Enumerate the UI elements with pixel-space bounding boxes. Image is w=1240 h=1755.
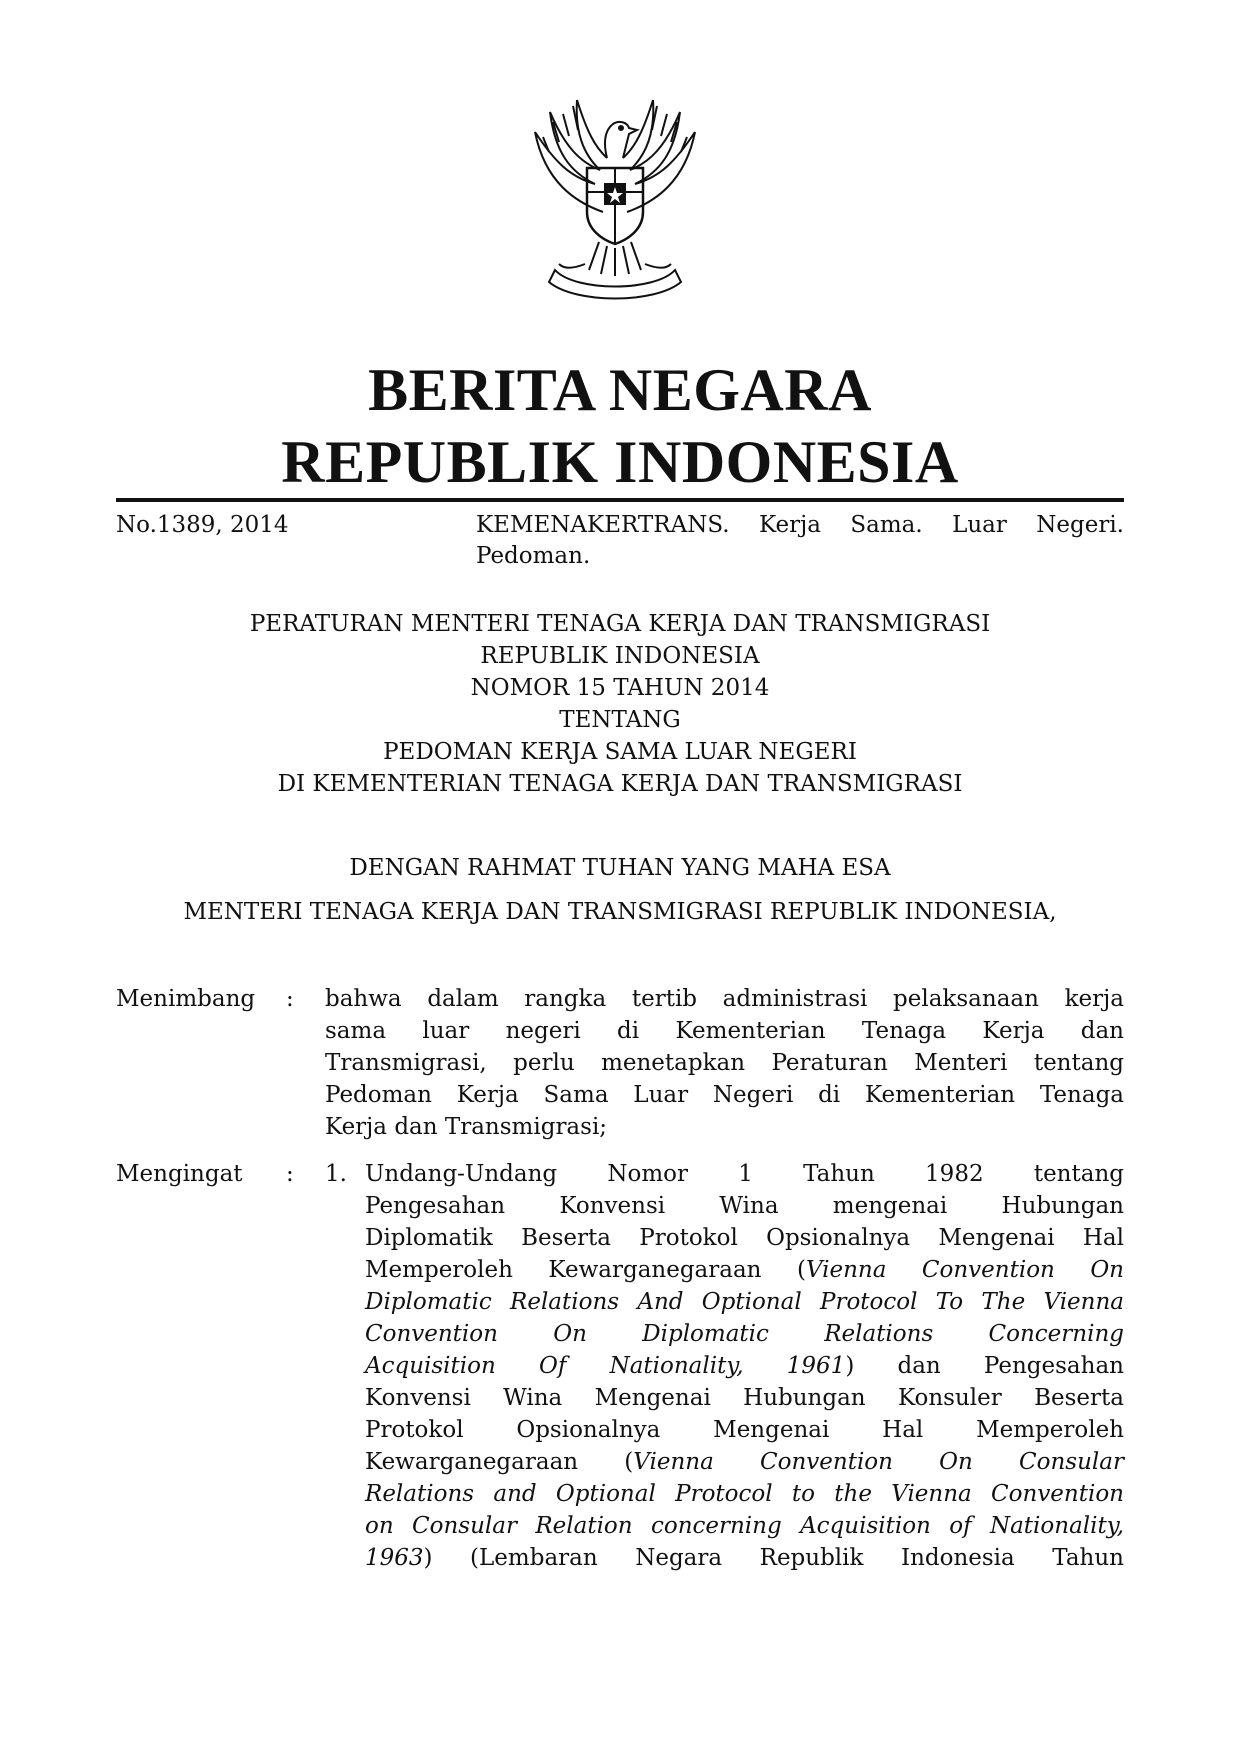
registration-subject-line-2: Pedoman. bbox=[476, 543, 591, 569]
item-line: Diplomatik Beserta Protokol Opsionalnya Mengenai Hal bbox=[365, 1225, 1124, 1251]
item-line-part: Memperoleh Kewarganegaraan ( bbox=[365, 1257, 806, 1283]
mengingat-item-1 bbox=[365, 1158, 1124, 1574]
item-line bbox=[365, 1542, 1124, 1574]
item-line: Pengesahan Konvensi Wina mengenai Hubungan bbox=[365, 1193, 1124, 1219]
item-line-italic: Vienna Convention On Consular bbox=[633, 1449, 1124, 1475]
registration-subject bbox=[476, 510, 1124, 572]
item-line bbox=[365, 1350, 1124, 1382]
paragraph-line: bahwa dalam rangka tertib administrasi pelaksanaan kerja bbox=[325, 986, 1124, 1012]
item-line bbox=[365, 1510, 1124, 1542]
paragraph-line: Kerja dan Transmigrasi; bbox=[325, 1114, 608, 1140]
masthead-rule bbox=[116, 498, 1124, 502]
masthead-line-1: BERITA NEGARA bbox=[368, 357, 872, 423]
item-line-part: ) dan Pengesahan bbox=[845, 1353, 1124, 1379]
regulation-title-line: PEDOMAN KERJA SAMA LUAR NEGERI bbox=[383, 739, 857, 765]
paragraph-line: Transmigrasi, perlu menetapkan Peraturan Menteri tentang bbox=[325, 1050, 1124, 1076]
item-line-italic: Acquisition Of Nationality, 1961 bbox=[365, 1353, 846, 1379]
menimbang-paragraph bbox=[325, 983, 1124, 1143]
paragraph-line: sama luar negeri di Kementerian Tenaga Kerja dan bbox=[325, 1018, 1124, 1044]
regulation-title-line: DI KEMENTERIAN TENAGA KERJA DAN TRANSMIGRASI bbox=[277, 771, 963, 797]
regulation-title-line: TENTANG bbox=[559, 707, 681, 733]
item-line-italic: Diplomatic Relations And Optional Protocol To The Vienna bbox=[365, 1289, 1124, 1315]
registration-subject-line-1: KEMENAKERTRANS. Kerja Sama. Luar Negeri. bbox=[476, 512, 1124, 538]
item-line-part: ) (Lembaran Negara Republik Indonesia Tahun bbox=[423, 1545, 1124, 1571]
menimbang-colon: : bbox=[286, 986, 294, 1012]
item-line-italic: on Consular Relation concerning Acquisition of Nationality, bbox=[365, 1513, 1124, 1539]
masthead-line-2: REPUBLIK INDONESIA bbox=[281, 429, 959, 495]
regulation-title bbox=[116, 608, 1124, 800]
item-line-part: Kewarganegaraan ( bbox=[365, 1449, 634, 1475]
issuer bbox=[116, 896, 1124, 928]
item-line bbox=[365, 1254, 1124, 1286]
regulation-title-line: PERATURAN MENTERI TENAGA KERJA DAN TRANSMIGRASI bbox=[249, 611, 991, 637]
item-line-italic: Relations and Optional Protocol to the Vienna Convention bbox=[365, 1481, 1124, 1507]
regulation-title-line: REPUBLIK INDONESIA bbox=[480, 643, 760, 669]
paragraph-line: Pedoman Kerja Sama Luar Negeri di Kementerian Tenaga bbox=[325, 1082, 1124, 1108]
item-line: Undang-Undang Nomor 1 Tahun 1982 tentang bbox=[365, 1161, 1124, 1187]
item-line-italic: Convention On Diplomatic Relations Concerning bbox=[365, 1321, 1124, 1347]
invocation-text: DENGAN RAHMAT TUHAN YANG MAHA ESA bbox=[349, 855, 891, 881]
garuda-pancasila-icon bbox=[515, 92, 715, 304]
mengingat-label: Mengingat bbox=[116, 1161, 243, 1187]
item-line bbox=[365, 1318, 1124, 1350]
regulation-title-line: NOMOR 15 TAHUN 2014 bbox=[470, 675, 770, 701]
garuda-emblem bbox=[515, 92, 715, 304]
item-line bbox=[365, 1446, 1124, 1478]
issuer-text: MENTERI TENAGA KERJA DAN TRANSMIGRASI REPUBLIK INDONESIA, bbox=[183, 899, 1057, 925]
item-line-italic: 1963 bbox=[365, 1545, 424, 1571]
item-line bbox=[365, 1286, 1124, 1318]
item-line: Konvensi Wina Mengenai Hubungan Konsuler Beserta bbox=[365, 1385, 1124, 1411]
mengingat-item-number: 1. bbox=[325, 1161, 347, 1187]
item-line bbox=[365, 1478, 1124, 1510]
menimbang-label: Menimbang bbox=[116, 986, 256, 1012]
invocation bbox=[116, 852, 1124, 884]
mengingat-colon: : bbox=[286, 1161, 294, 1187]
item-line-italic: Vienna Convention On bbox=[805, 1257, 1124, 1283]
item-line: Protokol Opsionalnya Mengenai Hal Memperoleh bbox=[365, 1417, 1124, 1443]
registration-number: No.1389, 2014 bbox=[116, 512, 289, 538]
